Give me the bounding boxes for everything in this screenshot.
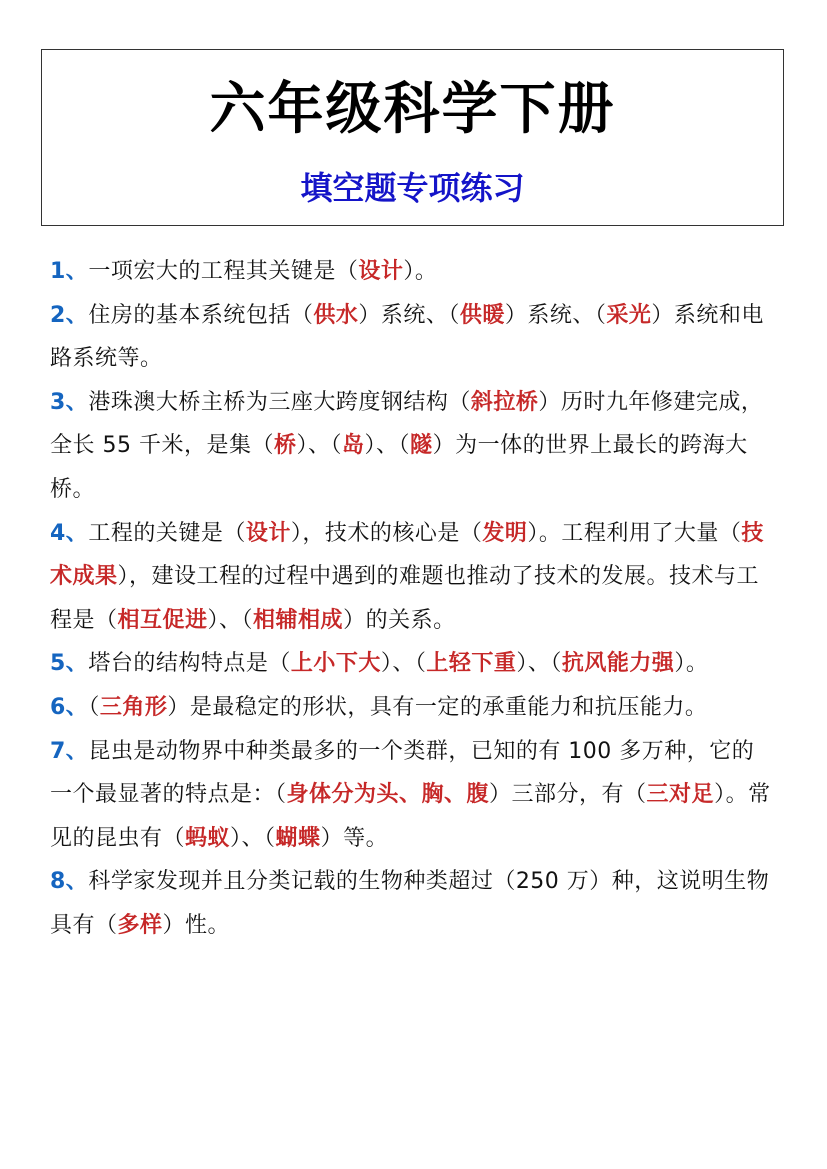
answer-text: 蝴蝶 [275, 825, 321, 851]
title-box [41, 49, 784, 226]
question-text: ），技术的核心是（ [290, 520, 483, 546]
answer-text: 蚂蚁 [185, 825, 231, 851]
question-text: ）系统、（ [358, 302, 460, 328]
answer-text: 采光 [606, 302, 652, 328]
question-item [50, 512, 774, 643]
question-item [50, 730, 774, 861]
answer-text: 多样 [117, 912, 163, 938]
question-text: （ [88, 694, 100, 720]
question-text: ）三部分，有（ [489, 782, 647, 808]
question-item [50, 686, 774, 730]
question-list [50, 250, 774, 948]
question-item [50, 642, 774, 686]
question-text: ）、（ [380, 651, 427, 677]
answer-text: 斜拉桥 [470, 389, 539, 415]
question-number: 5、 [50, 651, 89, 677]
question-number: 1、 [50, 259, 89, 284]
question-text: ）、（ [364, 433, 411, 459]
question-text: ）的关系。 [343, 607, 456, 633]
question-number: 4、 [50, 520, 89, 546]
question-text: 科学家发现并且分类记载的生物种类超过（250 万）种，这说明生物具有（ [50, 869, 770, 938]
answer-text: 设计 [358, 259, 404, 284]
question-number: 2、 [50, 302, 89, 328]
answer-text: 发明 [482, 520, 528, 546]
answer-text: 三角形 [99, 694, 168, 720]
answer-text: 三对足 [646, 782, 715, 808]
question-text: 塔台的结构特点是（ [88, 651, 291, 677]
question-text: ），建设工程的过程中遇到的难题也推动了技术的发展。技术与工程是（ [50, 564, 760, 633]
question-text: ）。 [403, 259, 438, 284]
question-text: ）系统、（ [504, 302, 607, 328]
answer-text: 设计 [245, 520, 291, 546]
answer-text: 供水 [313, 302, 359, 328]
question-item [50, 294, 774, 381]
answer-text: 岛 [342, 433, 365, 459]
question-text: ）。 [674, 651, 709, 677]
answer-text: 相辅相成 [253, 607, 344, 633]
question-text: 港珠澳大桥主桥为三座大跨度钢结构（ [88, 389, 471, 415]
question-number: 8、 [50, 869, 89, 895]
question-text: 工程的关键是（ [88, 520, 246, 546]
question-item [50, 381, 774, 512]
question-item [50, 250, 774, 294]
page-subtitle: 填空题专项练习 [300, 169, 525, 207]
question-text: ）、（ [296, 433, 343, 459]
question-text: ）系统和电路系统等。 [50, 302, 764, 372]
answer-text: 桥 [273, 433, 297, 459]
question-text: ）性。 [162, 912, 231, 938]
question-text: ）、（ [516, 651, 562, 677]
question-text: ）等。 [320, 825, 389, 851]
answer-text: 上轻下重 [426, 651, 517, 677]
question-text: ）为一体的世界上最长的跨海大桥。 [50, 433, 748, 502]
question-number: 7、 [50, 738, 89, 764]
question-text: ）是最稳定的形状，具有一定的承重能力和抗压能力。 [167, 694, 708, 720]
answer-text: 身体分为头、胸、腹 [286, 782, 490, 808]
answer-text: 隧 [410, 433, 433, 459]
question-text: ）历时九年修建完成，全长 55 千米，是集（ [50, 389, 764, 459]
answer-text: 技术成果 [50, 520, 764, 590]
answer-text: 供暖 [459, 302, 505, 328]
page-title: 六年级科学下册 [209, 77, 616, 142]
question-number: 3、 [50, 389, 89, 415]
question-text: ）、（ [230, 825, 276, 851]
question-text: ）、（ [207, 607, 254, 633]
answer-text: 相互促进 [117, 607, 208, 633]
question-text: 昆虫是动物界中种类最多的一个类群，已知的有 100 多万种，它的一个最显著的特点是：（ [50, 738, 755, 808]
answer-text: 抗风能力强 [561, 651, 675, 677]
question-text: ）。常见的昆虫有（ [50, 782, 771, 851]
question-text: 住房的基本系统包括（ [88, 302, 314, 328]
question-text: 一项宏大的工程其关键是（ [88, 259, 359, 284]
question-text: ）。工程利用了大量（ [527, 520, 742, 546]
answer-text: 上小下大 [290, 651, 381, 677]
question-number: 6、 [50, 694, 89, 720]
question-item [50, 860, 774, 947]
